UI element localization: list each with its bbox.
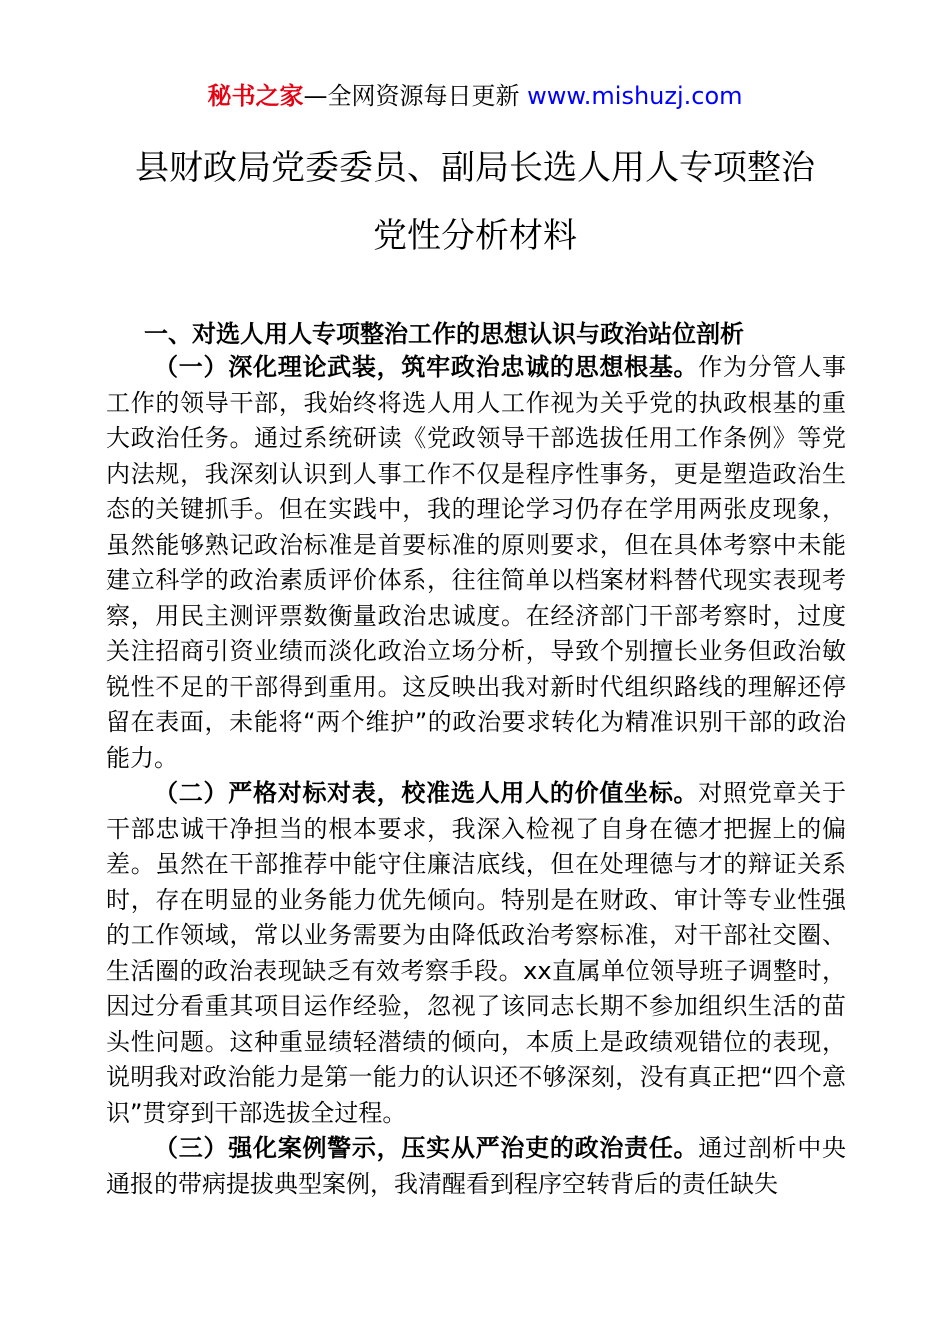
- paragraph-2-lead: （二）严格对标对表，校准选人用人的价值坐标。: [154, 779, 699, 807]
- site-url-link[interactable]: www.mishuzj.com: [527, 82, 743, 110]
- document-title-line-2: 党性分析材料: [373, 216, 577, 256]
- paragraph-3: [106, 1131, 846, 1202]
- brand-name: 秘书之家: [207, 82, 304, 110]
- paragraph-2-text: 对照党章关于干部忠诚干净担当的根本要求，我深入检视了自身在德才把握上的偏差。虽然在干部推荐中能守住廉洁底线，但在处理德与才的辩证关系时，存在明显的业务能力优先倾向。特别是在财政、审计等专业性强的工作领域，常以业务需要为由降低政治考察标准，对干部社交圈、生活圈的政治表现缺乏有效考察手段。xx直属单位领导班子调整时，因过分看重其项目运作经验，忽视了该同志长期不参加组织生活的苗头性问题。这种重显绩轻潜绩的倾向，本质上是政绩观错位的表现，说明我对政治能力是第一能力的认识还不够深刻，没有真正把“四个意识”贯穿到干部选拔全过程。: [106, 779, 847, 1127]
- paragraph-1: [106, 350, 846, 776]
- site-header: [0, 80, 950, 112]
- paragraph-2: [106, 776, 846, 1131]
- document-title-line-1: 县财政局党委委员、副局长选人用人专项整治: [135, 148, 815, 188]
- document-body: [106, 350, 846, 1202]
- paragraph-3-text: 通过剖析中央通报的带病提拔典型案例，我清醒看到程序空转背后的责任缺失: [106, 1134, 847, 1198]
- paragraph-1-text: 作为分管人事工作的领导干部，我始终将选人用人工作视为关乎党的执政根基的重大政治任务。通过系统研读《党政领导干部选拔任用工作条例》等党内法规，我深刻认识到人事工作不仅是程序性事务，更是塑造政治生态的关键抓手。但在实践中，我的理论学习仍存在学用两张皮现象，虽然能够熟记政治标准是首要标准的原则要求，但在具体考察中未能建立科学的政治素质评价体系，往往简单以档案材料替代现实表现考察，用民主测评票数衡量政治忠诚度。在经济部门干部考察时，过度关注招商引资业绩而淡化政治立场分析，导致个别擅长业务但政治敏锐性不足的干部得到重用。这反映出我对新时代组织路线的理解还停留在表面，未能将“两个维护”的政治要求转化为精准识别干部的政治能力。: [106, 353, 847, 772]
- paragraph-1-lead: （一）深化理论武装，筑牢政治忠诚的思想根基。: [154, 353, 699, 381]
- paragraph-3-lead: （三）强化案例警示，压实从严治吏的政治责任。: [154, 1134, 699, 1162]
- section-heading-1: 一、对选人用人专项整治工作的思想认识与政治站位剖析: [144, 320, 744, 348]
- header-tagline: —全网资源每日更新: [303, 82, 528, 110]
